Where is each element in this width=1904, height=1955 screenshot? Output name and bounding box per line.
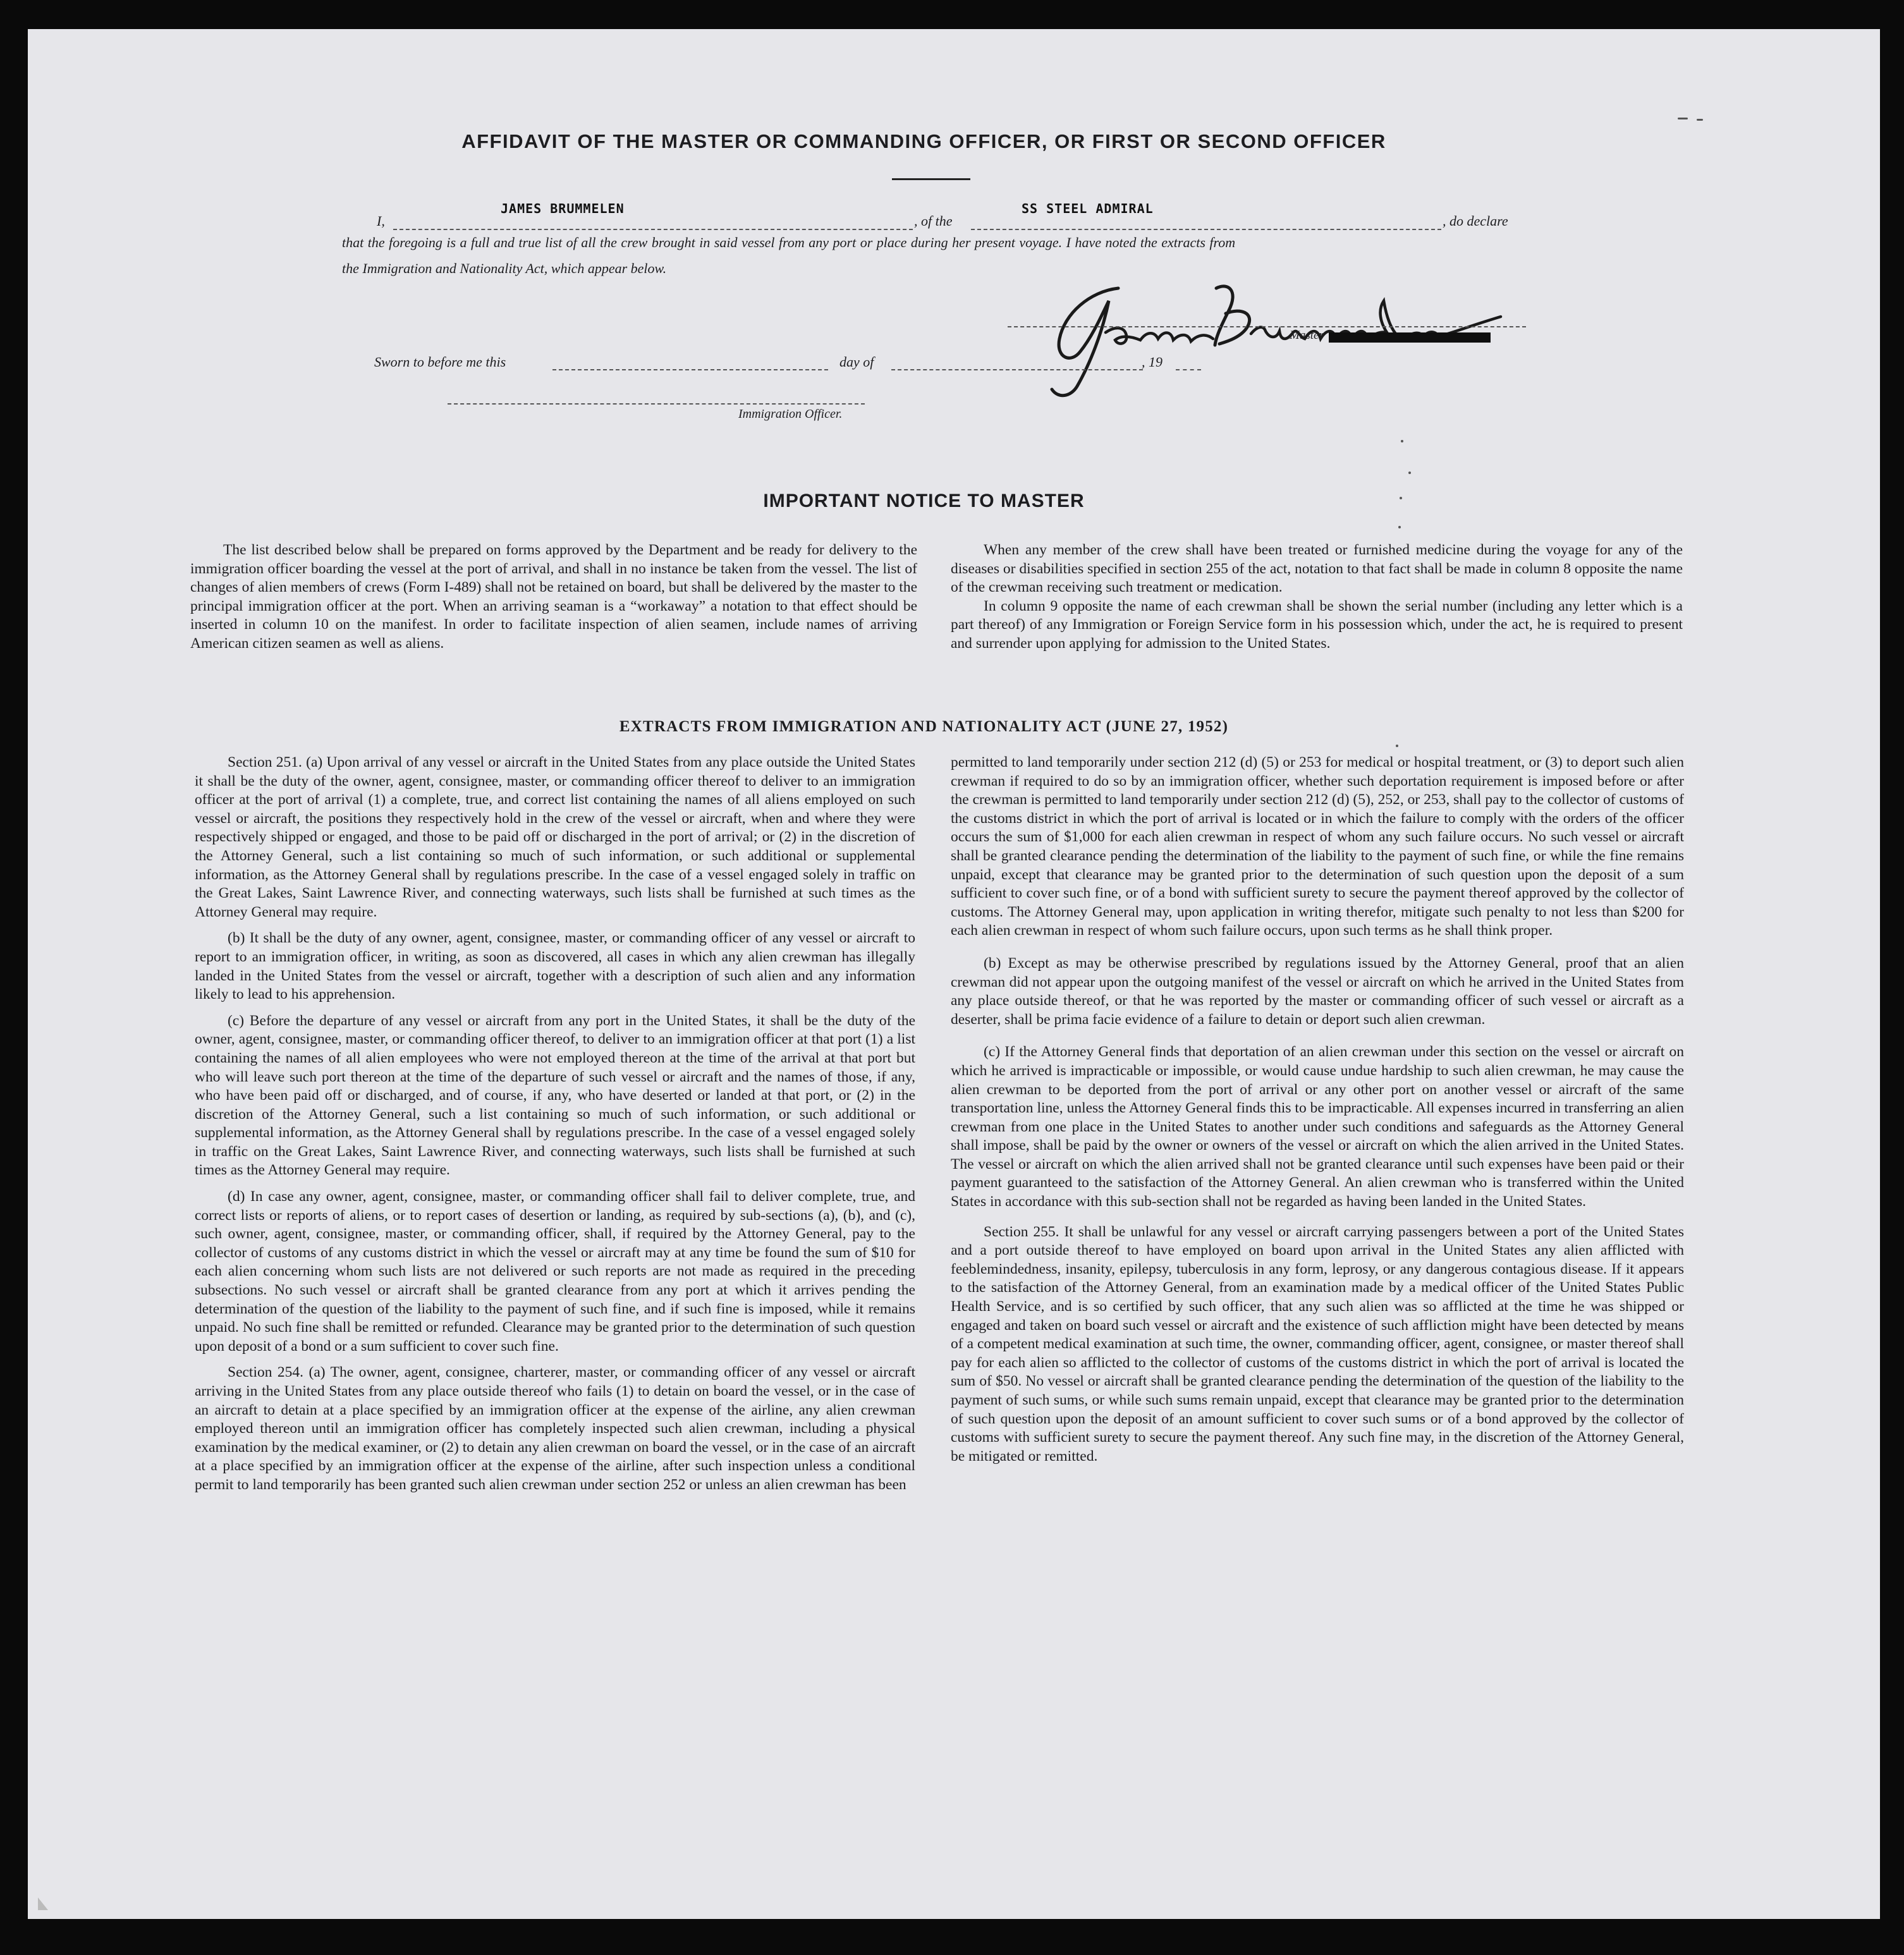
statement-line-2: the Immigration and Nationality Act, which appear below. [342, 260, 667, 276]
vessel-name: SS STEEL ADMIRAL [1022, 201, 1154, 216]
section-251-a: Section 251. (a) Upon arrival of any vessel or aircraft in the United States from any place outside the United States it shall be the duty of the owner, agent, consignee, master, or commanding officer thereof to deliver to an immigration officer at the port of arrival (1) a complete, true, and correct list containing the names of all aliens employed on such vessel or aircraft, the positions they respectively hold in the crew of the vessel or aircraft, when and where they were respectively shipped or engaged, and those to be paid off or discharged in the port of arrival; or (2) in the discretion of the Attorney General, such a list containing so much of such information, or such additional or supplemental information, as the Attorney General shall by regulations prescribe. In the case of a vessel engaged solely in traffic on the Great Lakes, Saint Lawrence River, and connecting waterways, such lists shall be furnished at such times as the Attorney General may require. [195, 754, 915, 920]
year-prefix: , 19 [1142, 354, 1163, 370]
section-251-d: (d) In case any owner, agent, consignee, master, or commanding officer shall fail to deliver complete, true, and correct lists or reports of aliens, or to report cases of desertion or landing, as required by sub-sections (a), (b), and (c), such owner, agent, consignee, master, or commanding officer, shall, if required by the Attorney General, pay to the collector of customs of any customs district in which the vessel or aircraft may at any time be found the sum of $10 for each alien concerning whom such lists are not delivered or such reports are not made as required in the preceding subsections. No such vessel or aircraft shall be granted clearance from any port at which it arrives pending the determination of the question of the liability to the payment of such fine, and if such fine is imposed, while it remains unpaid. No such fine shall be remitted or refunded. Clearance may be granted prior to the determination of such question upon deposit of a bond or a sum sufficient to cover such fine. [195, 1188, 915, 1355]
do-declare-label: , do declare [1443, 213, 1508, 229]
notice-right-paragraph-1: When any member of the crew shall have been treated or furnished medicine during the voyage for any of the diseases or disabilities specified in section 255 of the act, notation to that fact shall be made in column 8 opposite the name of the crewman receiving such treatment or medication. [951, 542, 1683, 596]
immigration-officer-label: Immigration Officer. [738, 407, 843, 421]
section-254-a: Section 254. (a) The owner, agent, consignee, charterer, master, or commanding officer of any vessel or aircraft arriving in the United States from any place outside thereof who fails (1) to detain on board the vessel, or in the case of an aircraft to detain at a place specified by an immigration officer at the expense of the airline, any alien crewman employed thereon until an immigration officer has completely inspected such alien crewman, including a physical examination by the medical examiner, or (2) to detain any alien crewman on board the vessel, or in the case of an aircraft at a place specified by an immigration officer at the expense of the airline, after such inspection unless a conditional permit to land temporarily has been granted such alien crewman under section 252 or unless an alien crewman has been [195, 1364, 915, 1493]
notice-right-paragraph-2: In column 9 opposite the name of each crewman shall be shown the serial number (including any letter which is a part thereof) of any Immigration or Foreign Service form in his possession which, under the act, he is required to present and surrender upon applying for admission to the United States. [951, 597, 1683, 652]
day-of-label: day of [839, 354, 874, 370]
i-label: I, [377, 213, 385, 229]
affidavit-title: AFFIDAVIT OF THE MASTER OR COMMANDING OFFICER, OR FIRST OR SECOND OFFICER [461, 130, 1386, 152]
section-251-b: (b) It shall be the duty of any owner, agent, consignee, master, or commanding officer of any vessel or aircraft to report to an immigration officer, in writing, as soon as discovered, all cases in which any alien crewman has illegally landed in the United States from the vessel or aircraft, together with a description of such alien and any information likely to lead to his apprehension. [195, 930, 915, 1003]
statement-line-1: that the foregoing is a full and true list of all the crew brought in said vessel from any port or place during her present voyage. I have noted the extracts from [342, 234, 1236, 250]
section-251-c: (c) Before the departure of any vessel or aircraft from any port in the United States, it shall be the duty of the owner, agent, consignee, master, or commanding officer thereof, to deliver to an immigration officer at that port (1) a list containing the names of all alien employees who were not employed thereon at the time of the arrival at that port but who will leave such port thereon at the time of the departure of such vessel or aircraft and the names of those, if any, who have been paid off or discharged, and of course, if any, who have deserted or landed at that port, or (2) in the discretion of the Attorney General, such a list containing so much of such information, or such additional or supplemental information, as the Attorney General shall by regulations prescribe. In the case of a vessel engaged solely in traffic on the Great Lakes, Saint Lawrence River, and connecting waterways, such lists shall be furnished at such times as the Attorney General may require. [195, 1012, 915, 1179]
document-page [28, 29, 1880, 1919]
section-254-a-continued: permitted to land temporarily under section 212 (d) (5) or 253 for medical or hospital treatment, or (3) to deport such alien crewman if required to do so by an immigration officer, whether such deportation requirement is imposed before or after the crewman is permitted to land temporarily under section 212 (d) (5), 252, or 253, shall pay to the collector of customs of the customs district in which the port of arrival is located or in which the failure to comply with the orders of the officer occurs the sum of $1,000 for each alien crewman in respect of whom any such failure occurs. No such vessel or aircraft shall be granted clearance pending the determination of the liability to the payment of such fine, or while the fine remains unpaid, except that clearance may be granted prior to the determination of such question upon the deposit of a sum sufficient to cover such fine, or of a bond with sufficient surety to secure the payment thereof approved by the collector of customs. The Attorney General may, upon application in writing therefor, mitigate such penalty to not less than $200 for each alien crewman in respect of whom such failure occurs, upon such terms as he shall think proper. [951, 754, 1684, 939]
section-255: Section 255. It shall be unlawful for any vessel or aircraft carrying passengers between a port of the United States and a port outside thereof to have employed on board upon arrival in the United States any alien afflicted with feeblemindedness, insanity, epilepsy, tuberculosis in any form, leprosy, or any dangerous contagious disease. If it appears to the satisfaction of the Attorney General, from an examination made by a medical officer of the United States Public Health Service, and is so certified by such officer, that any such alien was so afflicted at the time he was shipped or engaged and taken on board such vessel or aircraft and the existence of such affliction might have been detected by means of a competent medical examination at such time, the owner, commanding officer, agent, consignee, or master thereof shall pay for each alien so afflicted to the collector of customs of the customs district in which the port of arrival is located the sum of $50. No vessel or aircraft shall be granted clearance pending the determination of the question of the liability to the payment of such sums, or while such sums remain unpaid, except that clearance may be granted prior to the determination of such question upon the deposit of an amount sufficient to cover such sums or of a bond approved by the collector of customs with sufficient surety to secure the payment thereof. Any such fine may, in the discretion of the Attorney General, be mitigated or remitted. [951, 1223, 1684, 1465]
scan-specks [28, 29, 1880, 1919]
corner-mark [37, 1896, 49, 1911]
extracts-heading: EXTRACTS FROM IMMIGRATION AND NATIONALITY ACT (JUNE 27, 1952) [619, 718, 1229, 735]
notice-heading: IMPORTANT NOTICE TO MASTER [763, 490, 1085, 511]
sworn-label: Sworn to before me this [374, 354, 506, 370]
section-254-c: (c) If the Attorney General finds that deportation of an alien crewman under this section on the vessel or aircraft on which he arrived is impracticable or impossible, or would cause undue hardship to such alien crewman, he may cause the alien crewman to be deported from the port of arrival or any other port on another vessel or aircraft of the same transportation line, unless the Attorney General finds this to be impracticable. All expenses incurred in transferring an alien crewman from one place in the United States to another under such conditions and safeguards as the Attorney General shall impose, shall be paid by the owner or owners of the vessel or aircraft on which the alien arrived in the United States. The vessel or aircraft on which the alien arrived shall not be granted clearance until such expenses have been paid or their payment guaranteed to the satisfaction of the Attorney General. An alien crewman who is transferred within the United States in accordance with this sub-section shall not be regarded as having been landed in the United States. [951, 1044, 1684, 1210]
notice-left-paragraph: The list described below shall be prepared on forms approved by the Department and be ready for delivery to the immigration officer boarding the vessel at the port of arrival, and shall in no instance be taken from the vessel. The list of changes of alien members of crews (Form I-489) shall not be retained on board, but shall be delivered by the master to the principal immigration officer at the port. When an arriving seaman is a “workaway” a notation to that effect should be inserted in column 10 on the manifest. In order to facilitate inspection of alien seamen, include names of arriving American citizen seamen as well as aliens. [190, 542, 917, 652]
master-label: Master [1290, 329, 1324, 342]
of-the-label: , of the [914, 213, 953, 229]
section-254-b: (b) Except as may be otherwise prescribed by regulations issued by the Attorney General, proof that an alien crewman did not appear upon the outgoing manifest of the vessel or aircraft on which he arrived in the United States from any place outside thereof, or that he was reported by the master or commanding officer of such vessel or aircraft as a deserter, shall be prima facie evidence of a failure to detain or deport such alien crewman. [951, 954, 1684, 1028]
officer-name: JAMES BRUMMELEN [501, 201, 625, 216]
